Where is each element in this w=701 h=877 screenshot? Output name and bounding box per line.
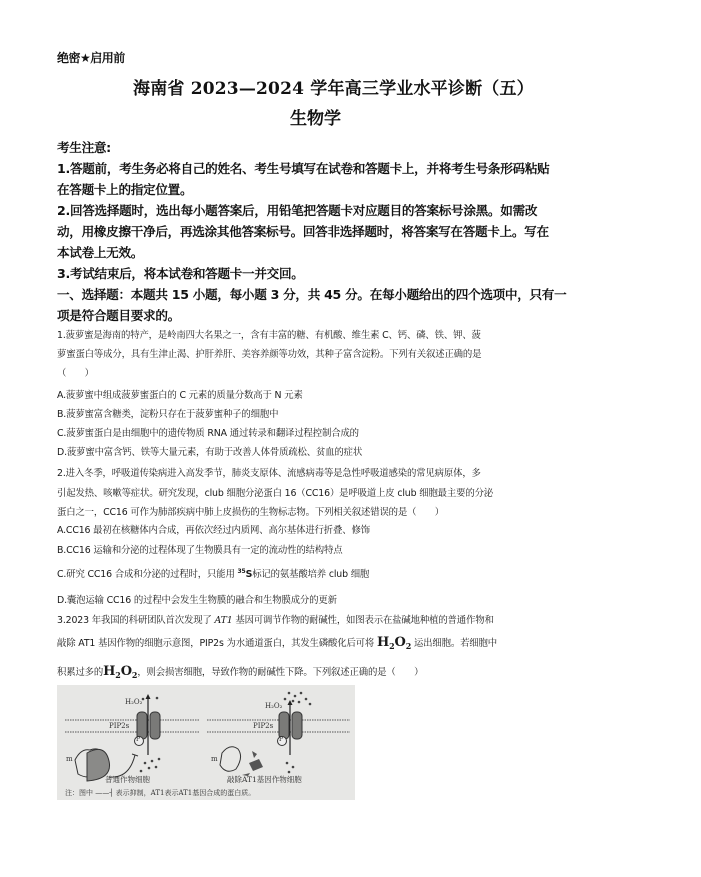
q2-option-c-text-end: 标记的氨基酸培养 club 细胞 — [252, 569, 370, 580]
q3-stem — [57, 635, 497, 651]
q2-option-a: A.CC16 最初在核糖体内合成，再依次经过内质网、高尔基体进行折叠、修饰 — [57, 525, 370, 536]
q2-option-b: B.CC16 运输和分泌的过程体现了生物膜具有一定的流动性的结构特点 — [57, 545, 343, 556]
ribosome-shape — [220, 747, 241, 772]
arrow-head — [146, 694, 151, 699]
q2-option-d: D.囊泡运输 CC16 的过程中会发生生物膜的融合和生物膜成分的更新 — [57, 595, 337, 606]
notes-line: 在答题卡上的指定位置。 — [57, 182, 193, 197]
degraded-protein — [242, 751, 263, 776]
pip2s-channel — [292, 712, 302, 739]
exam-subject: 生物学 — [290, 109, 341, 129]
q1-option-c: C.菠萝蜜蛋白是由细胞中的遗传物质 RNA 通过转录和翻译过程控制合成的 — [57, 428, 359, 439]
q1-stem: 1.菠萝蜜是海南的特产，是岭南四大名果之一，含有丰富的糖、有机酸、维生素 C、钙、磷、铁、钾、菠 — [57, 330, 481, 341]
notes-line: 本试卷上无效。 — [57, 245, 144, 260]
isotope-mass: 35 — [237, 568, 246, 575]
pip2s-channel — [279, 712, 289, 739]
q1-answer-bracket: （ ） — [57, 368, 94, 379]
phosphate-label-left: P — [136, 736, 141, 743]
q3-text: 积累过多的 — [57, 667, 104, 678]
cell-diagram — [57, 685, 355, 800]
pip2s-label-right: PIP2s — [253, 722, 274, 730]
gene-name: AT1 — [214, 615, 233, 626]
q3-text: 运出细胞。若细胞中 — [411, 638, 497, 649]
h2o2-label-left: H₂O₂ — [125, 698, 143, 706]
q1-option-d: D.菠萝蜜中富含钙、铁等大量元素，有助于改善人体骨质疏松、贫血的症状 — [57, 447, 363, 458]
notes-line: 1.答题前，考生务必将自己的姓名、考生号填写在试卷和答题卡上，并将考生号条形码粘贴 — [57, 161, 550, 176]
cell-diagram-figure — [57, 685, 355, 800]
q2-stem: 2.进入冬季，呼吸道传染病进入高发季节，肺炎支原体、流感病毒等是急性呼吸道感染的常见病原体，多 — [57, 468, 481, 479]
h2o2-formula: $H_2O_2$ — [376, 635, 412, 651]
m-label-right: m — [211, 755, 218, 763]
section-heading-cont: 项是符合题目要求的。 — [57, 308, 180, 323]
notes-line: 动，用橡皮擦干净后，再选涂其他答案标号。回答非选择题时，将答案写在答题卡上。写在 — [57, 224, 549, 239]
q2-option-c — [57, 566, 369, 580]
left-cell-caption: 普通作物细胞 — [105, 775, 150, 784]
m-label-left: m — [66, 755, 73, 763]
q2-stem: 引起发热、咳嗽等症状。研究发现，club 细胞分泌蛋白 16（CC16）是呼吸道上皮 club 细胞最主要的分泌 — [57, 488, 494, 499]
q2-option-c-text: C.研究 CC16 合成和分泌的过程时，只能用 — [57, 569, 238, 580]
h2o2-formula: $H_2O_2$ — [103, 664, 138, 680]
q3-stem — [57, 612, 494, 626]
h2o2-label-right: H₂O₂ — [265, 702, 283, 710]
phosphate-label-right: P — [279, 736, 284, 743]
q1-option-a: A.菠萝蜜中组成菠萝蜜蛋白的 C 元素的质量分数高于 N 元素 — [57, 390, 303, 401]
exam-title: 海南省 2023—2024 学年高三学业水平诊断（五） — [133, 79, 534, 99]
section-heading: 一、选择题：本题共 15 小题，每小题 3 分，共 45 分。在每小题给出的四个选项中，只有一 — [57, 287, 567, 302]
figure-note: 注：图中 ——┤ 表示抑制，AT1表示AT1基因合成的蛋白质。 — [65, 789, 256, 797]
q1-option-b: B.菠萝蜜富含糖类，淀粉只存在于菠萝蜜种子的细胞中 — [57, 409, 279, 420]
q3-text: 3.2023 年我国的科研团队首次发现了 — [57, 615, 215, 626]
notes-line: 3.考试结束后，将本试卷和答题卡一并交回。 — [57, 266, 304, 281]
q2-stem: 蛋白之一，CC16 可作为肺部疾病中肺上皮损伤的生物标志物。下列相关叙述错误的是（ ） — [57, 507, 445, 518]
right-cell-caption: 敲除AT1基因作物细胞 — [227, 775, 302, 784]
notes-line: 2.回答选择题时，选出每小题答案后，用铅笔把答题卡对应题目的答案标号涂黑。如需改 — [57, 203, 538, 218]
q1-stem: 萝蜜蛋白等成分，具有生津止渴、护肝养肝、美容养颜等功效，其种子富含淀粉。下列有关叙述正确的是 — [57, 349, 482, 360]
isotope-element: S — [245, 569, 253, 580]
pip2s-channel — [137, 712, 147, 739]
notes-heading: 考生注意: — [57, 140, 111, 155]
q3-text: ，则会损害细胞，导致作物的耐碱性下降。下列叙述正确的是（ ） — [137, 667, 424, 678]
q3-stem — [57, 664, 423, 680]
pip2s-label-left: PIP2s — [109, 722, 130, 730]
q3-text: 敲除 AT1 基因作物的细胞示意图，PIP2s 为水通道蛋白，其发生磷酸化后可将 — [57, 638, 377, 649]
q3-text: 基因可调节作物的耐碱性，如图表示在盐碱地种植的普通作物和 — [232, 615, 494, 626]
pip2s-channel — [150, 712, 160, 739]
confidential-mark: 绝密★启用前 — [57, 51, 125, 65]
